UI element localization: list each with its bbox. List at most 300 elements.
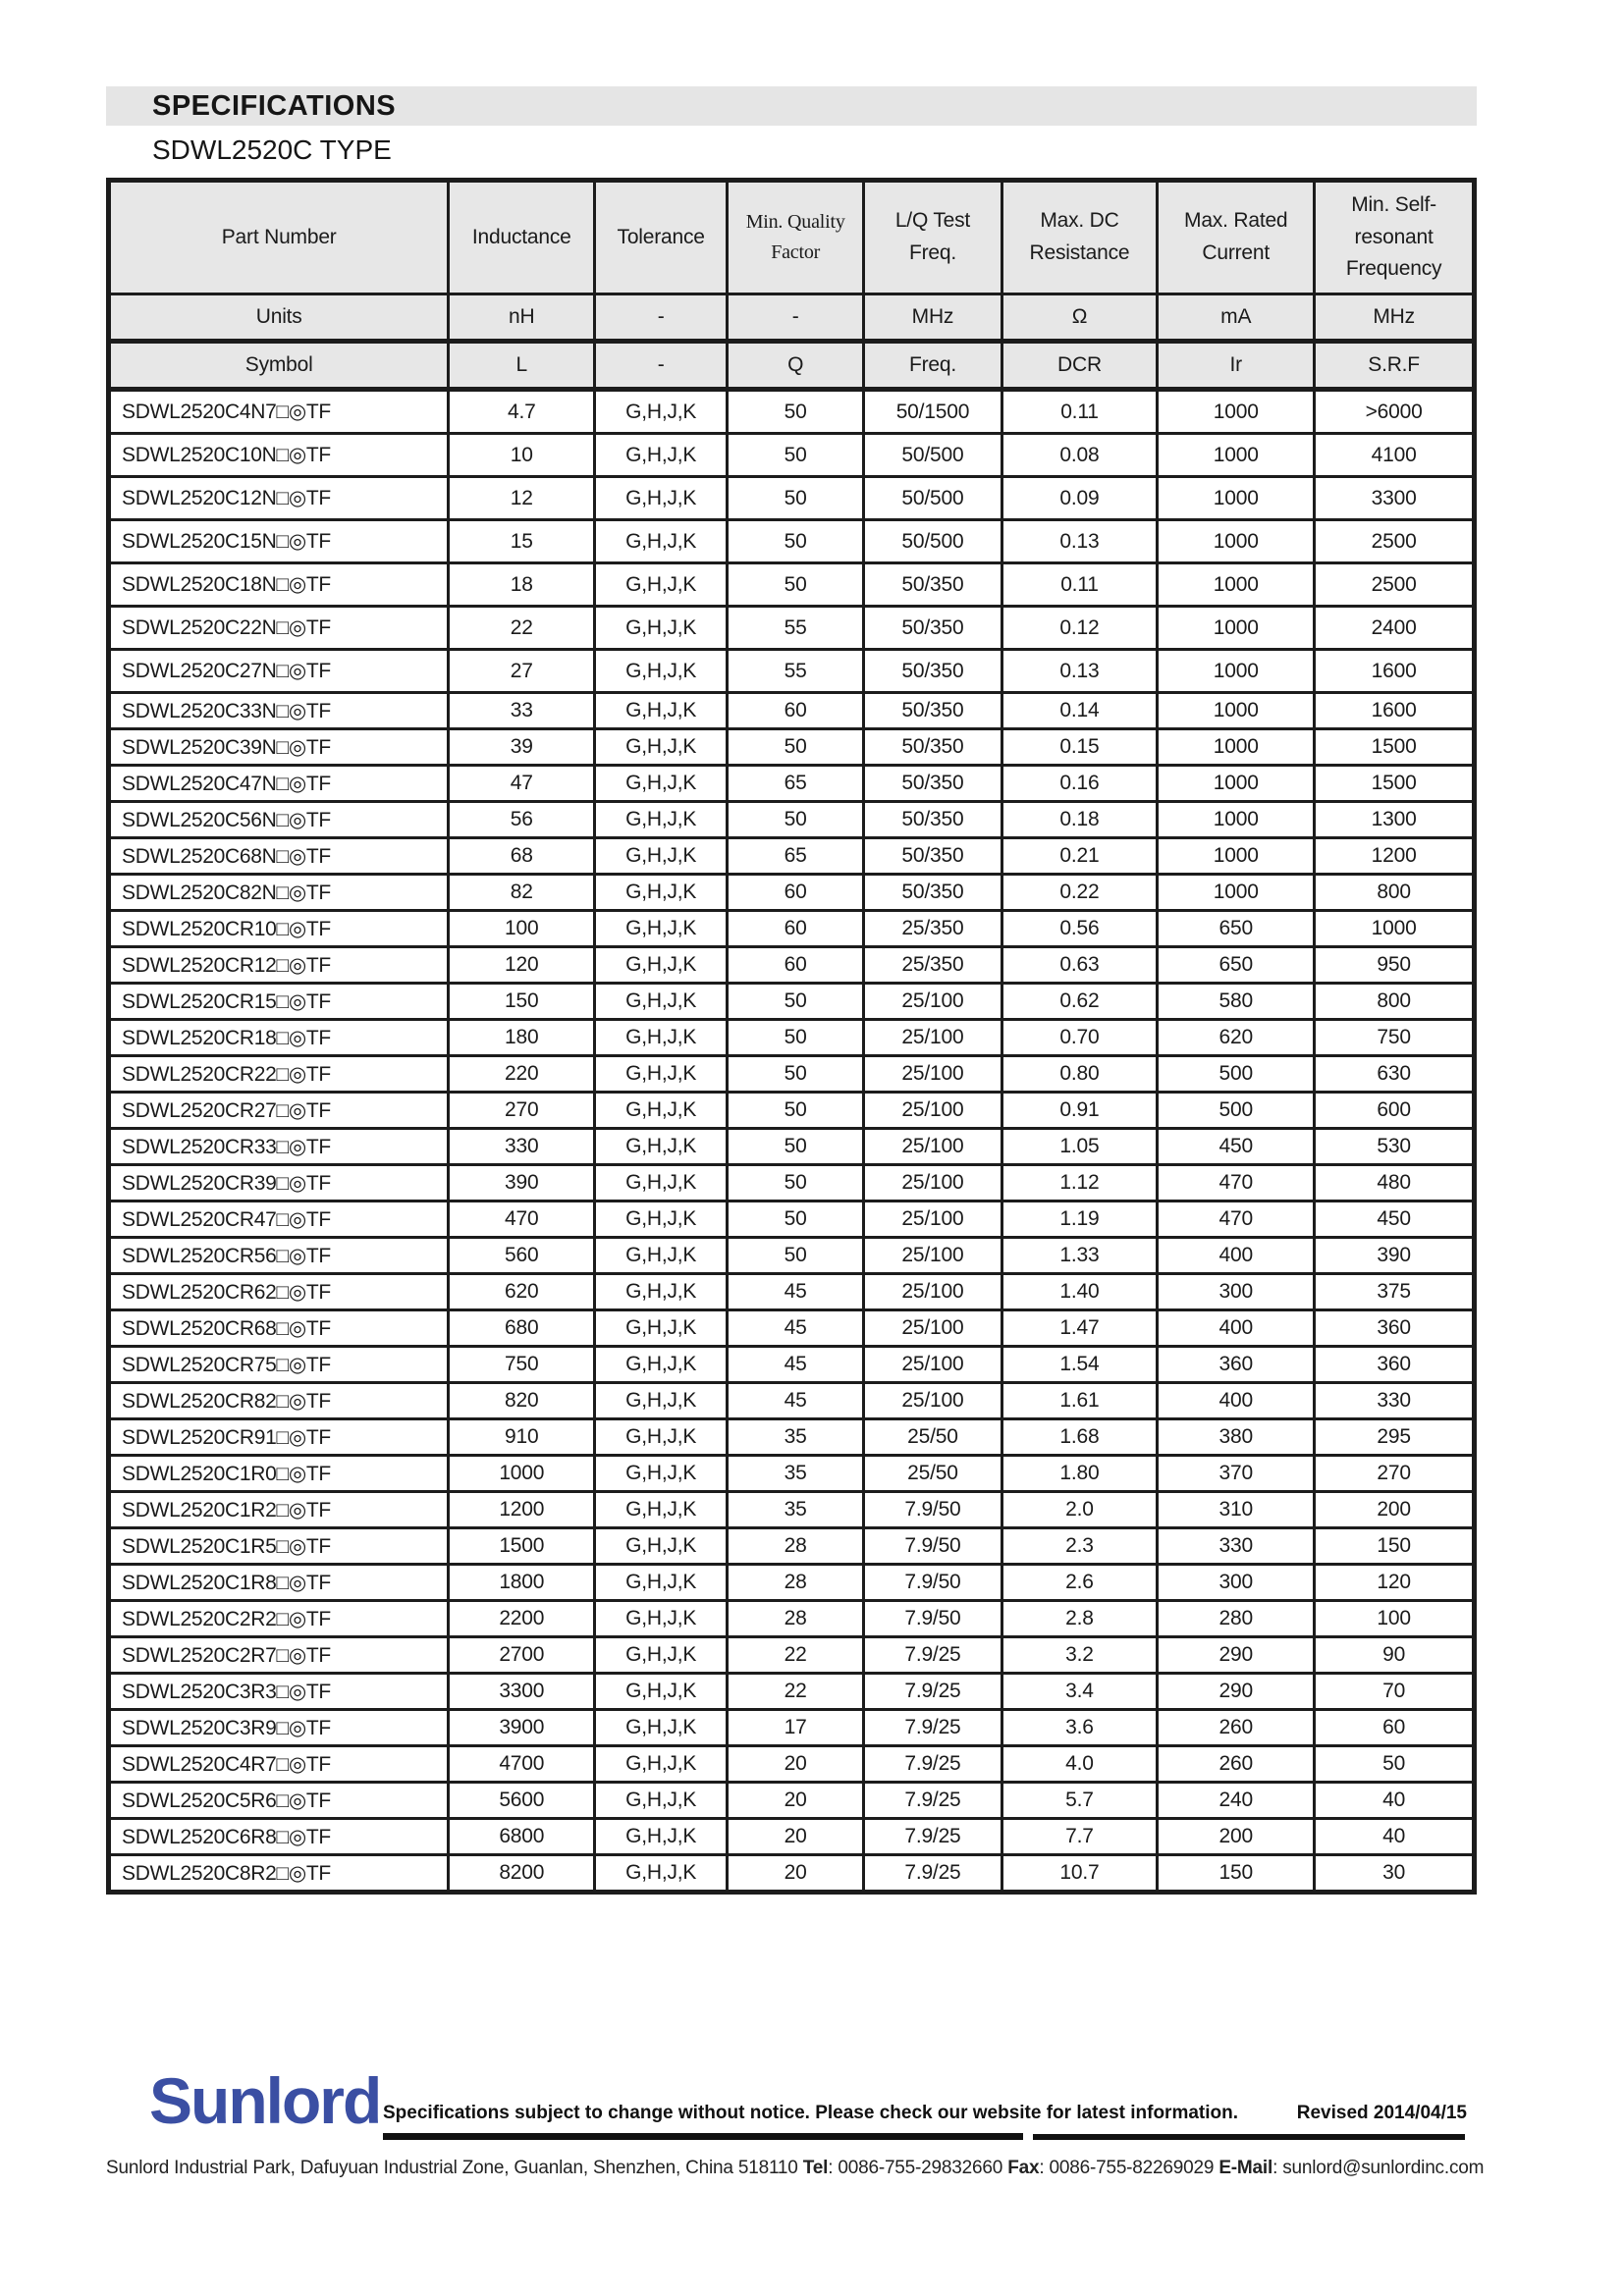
cell-part-number: SDWL2520C2R7□◎TF (109, 1637, 449, 1674)
cell-min-quality-factor: 60 (728, 947, 864, 984)
table-row (109, 1674, 1475, 1710)
table-row (109, 520, 1475, 563)
cell-max-dc-resistance: 0.56 (1001, 911, 1158, 947)
cell-max-dc-resistance: 3.4 (1001, 1674, 1158, 1710)
table-row (109, 1238, 1475, 1274)
cell-max-dc-resistance: 1.19 (1001, 1201, 1158, 1238)
cell-inductance: 82 (449, 875, 595, 911)
cell-part-number: SDWL2520C12N□◎TF (109, 477, 449, 520)
cell-tolerance: G,H,J,K (595, 693, 728, 729)
cell-max-dc-resistance: 7.7 (1001, 1819, 1158, 1855)
table-row (109, 1601, 1475, 1637)
cell-lq-test-freq: 25/100 (864, 1093, 1001, 1129)
cell-max-rated-current: 310 (1158, 1492, 1315, 1528)
cell-min-quality-factor: 45 (728, 1347, 864, 1383)
cell-lq-test-freq: 25/50 (864, 1456, 1001, 1492)
cell-lq-test-freq: 25/100 (864, 1129, 1001, 1165)
cell-max-dc-resistance: 1.68 (1001, 1419, 1158, 1456)
cell-part-number: SDWL2520CR62□◎TF (109, 1274, 449, 1310)
cell-max-dc-resistance: 4.0 (1001, 1746, 1158, 1783)
cell-lq-test-freq: 50/350 (864, 838, 1001, 875)
cell-min-quality-factor: 60 (728, 693, 864, 729)
cell-max-dc-resistance: 3.2 (1001, 1637, 1158, 1674)
cell-max-rated-current: 400 (1158, 1310, 1315, 1347)
notice-row (383, 2103, 1467, 2124)
cell-min-quality-factor: 50 (728, 477, 864, 520)
units-label: Units (109, 294, 449, 342)
cell-lq-test-freq: 7.9/25 (864, 1855, 1001, 1893)
table-row (109, 911, 1475, 947)
cell-lq-test-freq: 7.9/25 (864, 1783, 1001, 1819)
cell-part-number: SDWL2520C4R7□◎TF (109, 1746, 449, 1783)
cell-tolerance: G,H,J,K (595, 1456, 728, 1492)
cell-min-quality-factor: 50 (728, 1238, 864, 1274)
cell-max-rated-current: 1000 (1158, 520, 1315, 563)
cell-tolerance: G,H,J,K (595, 766, 728, 802)
cell-min-self-resonant-frequency: 1500 (1315, 729, 1475, 766)
cell-inductance: 6800 (449, 1819, 595, 1855)
cell-inductance: 820 (449, 1383, 595, 1419)
cell-min-quality-factor: 35 (728, 1419, 864, 1456)
cell-lq-test-freq: 7.9/50 (864, 1492, 1001, 1528)
email-value: : sunlord@sunlordinc.com (1272, 2158, 1485, 2178)
table-row (109, 1492, 1475, 1528)
cell-part-number: SDWL2520C47N□◎TF (109, 766, 449, 802)
cell-min-quality-factor: 20 (728, 1783, 864, 1819)
table-row (109, 563, 1475, 607)
cell-max-dc-resistance: 0.08 (1001, 434, 1158, 477)
cell-lq-test-freq: 25/50 (864, 1419, 1001, 1456)
symbol-label: Symbol (109, 342, 449, 390)
cell-part-number: SDWL2520C2R2□◎TF (109, 1601, 449, 1637)
cell-max-dc-resistance: 2.0 (1001, 1492, 1158, 1528)
cell-inductance: 390 (449, 1165, 595, 1201)
table-row (109, 802, 1475, 838)
cell-max-dc-resistance: 0.13 (1001, 520, 1158, 563)
col-header-part-number: Part Number (109, 181, 449, 294)
cell-max-rated-current: 650 (1158, 911, 1315, 947)
cell-min-quality-factor: 50 (728, 520, 864, 563)
cell-min-self-resonant-frequency: 750 (1315, 1020, 1475, 1056)
cell-min-quality-factor: 50 (728, 1129, 864, 1165)
table-row (109, 1819, 1475, 1855)
cell-tolerance: G,H,J,K (595, 838, 728, 875)
cell-max-rated-current: 370 (1158, 1456, 1315, 1492)
cell-tolerance: G,H,J,K (595, 1528, 728, 1565)
cell-min-quality-factor: 28 (728, 1601, 864, 1637)
cell-max-dc-resistance: 0.12 (1001, 607, 1158, 650)
cell-part-number: SDWL2520C1R0□◎TF (109, 1456, 449, 1492)
cell-max-rated-current: 1000 (1158, 838, 1315, 875)
cell-min-quality-factor: 65 (728, 766, 864, 802)
cell-inductance: 560 (449, 1238, 595, 1274)
cell-inductance: 1800 (449, 1565, 595, 1601)
table-row (109, 729, 1475, 766)
cell-min-self-resonant-frequency: 40 (1315, 1819, 1475, 1855)
table-row (109, 434, 1475, 477)
cell-part-number: SDWL2520C10N□◎TF (109, 434, 449, 477)
cell-min-self-resonant-frequency: 60 (1315, 1710, 1475, 1746)
cell-max-dc-resistance: 0.22 (1001, 875, 1158, 911)
cell-inductance: 33 (449, 693, 595, 729)
cell-max-rated-current: 1000 (1158, 766, 1315, 802)
cell-tolerance: G,H,J,K (595, 875, 728, 911)
cell-part-number: SDWL2520C15N□◎TF (109, 520, 449, 563)
cell-inductance: 12 (449, 477, 595, 520)
cell-max-rated-current: 470 (1158, 1165, 1315, 1201)
cell-min-quality-factor: 50 (728, 1020, 864, 1056)
cell-min-self-resonant-frequency: 2400 (1315, 607, 1475, 650)
cell-min-quality-factor: 50 (728, 390, 864, 434)
cell-lq-test-freq: 50/350 (864, 607, 1001, 650)
table-row (109, 390, 1475, 434)
col-header-tolerance: Tolerance (595, 181, 728, 294)
cell-max-rated-current: 380 (1158, 1419, 1315, 1456)
cell-tolerance: G,H,J,K (595, 1601, 728, 1637)
cell-tolerance: G,H,J,K (595, 802, 728, 838)
cell-part-number: SDWL2520C5R6□◎TF (109, 1783, 449, 1819)
cell-inductance: 750 (449, 1347, 595, 1383)
cell-lq-test-freq: 25/100 (864, 1310, 1001, 1347)
cell-lq-test-freq: 7.9/25 (864, 1746, 1001, 1783)
cell-max-dc-resistance: 0.14 (1001, 693, 1158, 729)
cell-lq-test-freq: 7.9/25 (864, 1819, 1001, 1855)
cell-min-self-resonant-frequency: 100 (1315, 1601, 1475, 1637)
cell-min-self-resonant-frequency: >6000 (1315, 390, 1475, 434)
table-row (109, 1456, 1475, 1492)
cell-min-quality-factor: 28 (728, 1565, 864, 1601)
col-header-min-self-resonant-frequency: Min. Self-resonant Frequency (1315, 181, 1475, 294)
cell-min-self-resonant-frequency: 360 (1315, 1310, 1475, 1347)
cell-min-self-resonant-frequency: 2500 (1315, 520, 1475, 563)
cell-lq-test-freq: 7.9/50 (864, 1528, 1001, 1565)
cell-max-rated-current: 1000 (1158, 650, 1315, 693)
cell-inductance: 680 (449, 1310, 595, 1347)
cell-min-self-resonant-frequency: 375 (1315, 1274, 1475, 1310)
cell-inductance: 18 (449, 563, 595, 607)
table-row (109, 766, 1475, 802)
col-header-max-rated-current: Max. Rated Current (1158, 181, 1315, 294)
cell-inductance: 120 (449, 947, 595, 984)
cell-tolerance: G,H,J,K (595, 1310, 728, 1347)
cell-max-rated-current: 1000 (1158, 390, 1315, 434)
cell-min-self-resonant-frequency: 630 (1315, 1056, 1475, 1093)
fax-label: Fax (1007, 2158, 1040, 2178)
table-row (109, 650, 1475, 693)
cell-inductance: 910 (449, 1419, 595, 1456)
tel-label: Tel (802, 2158, 829, 2178)
cell-inductance: 620 (449, 1274, 595, 1310)
cell-part-number: SDWL2520C4N7□◎TF (109, 390, 449, 434)
cell-lq-test-freq: 50/350 (864, 802, 1001, 838)
units-srf: MHz (1315, 294, 1475, 342)
cell-min-self-resonant-frequency: 40 (1315, 1783, 1475, 1819)
cell-lq-test-freq: 50/1500 (864, 390, 1001, 434)
cell-inductance: 3300 (449, 1674, 595, 1710)
cell-min-quality-factor: 35 (728, 1456, 864, 1492)
cell-max-dc-resistance: 1.47 (1001, 1310, 1158, 1347)
cell-max-dc-resistance: 0.11 (1001, 390, 1158, 434)
cell-part-number: SDWL2520C18N□◎TF (109, 563, 449, 607)
cell-max-rated-current: 500 (1158, 1093, 1315, 1129)
cell-lq-test-freq: 25/100 (864, 1238, 1001, 1274)
symbol-dc-resistance: DCR (1001, 342, 1158, 390)
fax-value: : 0086-755-82269029 (1039, 2158, 1219, 2178)
table-row (109, 477, 1475, 520)
cell-min-self-resonant-frequency: 330 (1315, 1383, 1475, 1419)
cell-max-dc-resistance: 0.63 (1001, 947, 1158, 984)
part-type-subtitle: SDWL2520C TYPE (152, 134, 392, 165)
cell-min-quality-factor: 50 (728, 729, 864, 766)
footer-divider-right (1033, 2134, 1465, 2140)
cell-inductance: 2200 (449, 1601, 595, 1637)
symbol-rated-current: Ir (1158, 342, 1315, 390)
cell-lq-test-freq: 25/350 (864, 911, 1001, 947)
table-row (109, 1347, 1475, 1383)
table-row (109, 1528, 1475, 1565)
cell-max-dc-resistance: 2.6 (1001, 1565, 1158, 1601)
cell-part-number: SDWL2520CR22□◎TF (109, 1056, 449, 1093)
table-row (109, 1165, 1475, 1201)
cell-inductance: 270 (449, 1093, 595, 1129)
table-row (109, 607, 1475, 650)
cell-tolerance: G,H,J,K (595, 1746, 728, 1783)
cell-max-dc-resistance: 0.16 (1001, 766, 1158, 802)
cell-tolerance: G,H,J,K (595, 607, 728, 650)
cell-lq-test-freq: 50/350 (864, 650, 1001, 693)
cell-tolerance: G,H,J,K (595, 984, 728, 1020)
cell-tolerance: G,H,J,K (595, 1819, 728, 1855)
cell-lq-test-freq: 25/100 (864, 984, 1001, 1020)
cell-part-number: SDWL2520C22N□◎TF (109, 607, 449, 650)
cell-max-rated-current: 1000 (1158, 477, 1315, 520)
specifications-table (106, 178, 1477, 1895)
cell-lq-test-freq: 50/500 (864, 434, 1001, 477)
cell-part-number: SDWL2520CR68□◎TF (109, 1310, 449, 1347)
cell-inductance: 3900 (449, 1710, 595, 1746)
symbol-tolerance: - (595, 342, 728, 390)
cell-tolerance: G,H,J,K (595, 1238, 728, 1274)
cell-tolerance: G,H,J,K (595, 520, 728, 563)
units-row (109, 294, 1475, 342)
cell-max-rated-current: 360 (1158, 1347, 1315, 1383)
cell-max-dc-resistance: 1.54 (1001, 1347, 1158, 1383)
cell-min-quality-factor: 20 (728, 1855, 864, 1893)
company-address-line (106, 2158, 1485, 2179)
cell-max-rated-current: 300 (1158, 1274, 1315, 1310)
table-row (109, 693, 1475, 729)
cell-max-rated-current: 260 (1158, 1710, 1315, 1746)
cell-min-self-resonant-frequency: 530 (1315, 1129, 1475, 1165)
cell-inductance: 1000 (449, 1456, 595, 1492)
cell-max-rated-current: 290 (1158, 1674, 1315, 1710)
cell-max-dc-resistance: 0.91 (1001, 1093, 1158, 1129)
cell-min-self-resonant-frequency: 360 (1315, 1347, 1475, 1383)
cell-inductance: 5600 (449, 1783, 595, 1819)
cell-min-self-resonant-frequency: 90 (1315, 1637, 1475, 1674)
cell-part-number: SDWL2520CR10□◎TF (109, 911, 449, 947)
cell-inductance: 150 (449, 984, 595, 1020)
cell-lq-test-freq: 25/100 (864, 1165, 1001, 1201)
cell-min-quality-factor: 20 (728, 1746, 864, 1783)
cell-lq-test-freq: 25/100 (864, 1056, 1001, 1093)
cell-inductance: 100 (449, 911, 595, 947)
table-row (109, 1783, 1475, 1819)
cell-inductance: 47 (449, 766, 595, 802)
cell-lq-test-freq: 7.9/50 (864, 1601, 1001, 1637)
cell-min-self-resonant-frequency: 390 (1315, 1238, 1475, 1274)
table-row (109, 1419, 1475, 1456)
cell-tolerance: G,H,J,K (595, 1565, 728, 1601)
cell-max-dc-resistance: 0.15 (1001, 729, 1158, 766)
cell-lq-test-freq: 25/100 (864, 1347, 1001, 1383)
cell-min-quality-factor: 55 (728, 650, 864, 693)
cell-part-number: SDWL2520C1R5□◎TF (109, 1528, 449, 1565)
cell-max-dc-resistance: 0.18 (1001, 802, 1158, 838)
cell-max-dc-resistance: 0.62 (1001, 984, 1158, 1020)
cell-min-quality-factor: 55 (728, 607, 864, 650)
cell-inductance: 330 (449, 1129, 595, 1165)
cell-max-rated-current: 240 (1158, 1783, 1315, 1819)
cell-tolerance: G,H,J,K (595, 477, 728, 520)
cell-min-self-resonant-frequency: 1600 (1315, 650, 1475, 693)
cell-max-rated-current: 290 (1158, 1637, 1315, 1674)
cell-part-number: SDWL2520C1R8□◎TF (109, 1565, 449, 1601)
cell-lq-test-freq: 7.9/25 (864, 1674, 1001, 1710)
table-row (109, 1383, 1475, 1419)
cell-inductance: 180 (449, 1020, 595, 1056)
cell-min-quality-factor: 45 (728, 1383, 864, 1419)
cell-max-rated-current: 450 (1158, 1129, 1315, 1165)
col-header-lq-test-freq: L/Q Test Freq. (864, 181, 1001, 294)
cell-min-self-resonant-frequency: 1500 (1315, 766, 1475, 802)
symbol-inductance: L (449, 342, 595, 390)
cell-tolerance: G,H,J,K (595, 1383, 728, 1419)
cell-part-number: SDWL2520C68N□◎TF (109, 838, 449, 875)
cell-tolerance: G,H,J,K (595, 1165, 728, 1201)
units-inductance: nH (449, 294, 595, 342)
table-row (109, 947, 1475, 984)
footer (106, 2063, 1485, 2220)
cell-part-number: SDWL2520C3R9□◎TF (109, 1710, 449, 1746)
cell-tolerance: G,H,J,K (595, 1274, 728, 1310)
section-title-bar (106, 86, 1477, 126)
cell-inductance: 4.7 (449, 390, 595, 434)
cell-min-self-resonant-frequency: 295 (1315, 1419, 1475, 1456)
cell-min-self-resonant-frequency: 600 (1315, 1093, 1475, 1129)
cell-max-rated-current: 1000 (1158, 802, 1315, 838)
cell-part-number: SDWL2520C1R2□◎TF (109, 1492, 449, 1528)
cell-min-quality-factor: 50 (728, 434, 864, 477)
cell-max-rated-current: 650 (1158, 947, 1315, 984)
cell-tolerance: G,H,J,K (595, 390, 728, 434)
cell-tolerance: G,H,J,K (595, 650, 728, 693)
cell-tolerance: G,H,J,K (595, 911, 728, 947)
cell-min-quality-factor: 50 (728, 1093, 864, 1129)
cell-max-dc-resistance: 0.70 (1001, 1020, 1158, 1056)
cell-min-quality-factor: 50 (728, 563, 864, 607)
cell-max-rated-current: 1000 (1158, 693, 1315, 729)
cell-tolerance: G,H,J,K (595, 1129, 728, 1165)
cell-part-number: SDWL2520C82N□◎TF (109, 875, 449, 911)
table-row (109, 1201, 1475, 1238)
cell-min-self-resonant-frequency: 30 (1315, 1855, 1475, 1893)
cell-max-rated-current: 620 (1158, 1020, 1315, 1056)
cell-part-number: SDWL2520C33N□◎TF (109, 693, 449, 729)
units-rated-current: mA (1158, 294, 1315, 342)
col-header-max-dc-resistance: Max. DC Resistance (1001, 181, 1158, 294)
table-row (109, 1710, 1475, 1746)
cell-lq-test-freq: 25/350 (864, 947, 1001, 984)
cell-min-self-resonant-frequency: 50 (1315, 1746, 1475, 1783)
cell-lq-test-freq: 50/350 (864, 729, 1001, 766)
cell-max-dc-resistance: 1.80 (1001, 1456, 1158, 1492)
cell-min-self-resonant-frequency: 200 (1315, 1492, 1475, 1528)
notice-text: Specifications subject to change without notice. Please check our website for latest information. (383, 2103, 1239, 2123)
page-title: SPECIFICATIONS (152, 90, 397, 122)
symbol-quality-factor: Q (728, 342, 864, 390)
cell-min-quality-factor: 28 (728, 1528, 864, 1565)
cell-min-self-resonant-frequency: 950 (1315, 947, 1475, 984)
cell-min-self-resonant-frequency: 800 (1315, 984, 1475, 1020)
cell-min-self-resonant-frequency: 270 (1315, 1456, 1475, 1492)
table-row (109, 875, 1475, 911)
cell-part-number: SDWL2520C39N□◎TF (109, 729, 449, 766)
cell-tolerance: G,H,J,K (595, 1637, 728, 1674)
cell-lq-test-freq: 50/500 (864, 477, 1001, 520)
cell-min-quality-factor: 50 (728, 1201, 864, 1238)
cell-max-rated-current: 330 (1158, 1528, 1315, 1565)
cell-part-number: SDWL2520CR18□◎TF (109, 1020, 449, 1056)
cell-tolerance: G,H,J,K (595, 1093, 728, 1129)
cell-part-number: SDWL2520CR12□◎TF (109, 947, 449, 984)
cell-max-rated-current: 1000 (1158, 875, 1315, 911)
cell-max-dc-resistance: 10.7 (1001, 1855, 1158, 1893)
symbol-srf: S.R.F (1315, 342, 1475, 390)
cell-inductance: 39 (449, 729, 595, 766)
cell-inductance: 27 (449, 650, 595, 693)
cell-max-rated-current: 500 (1158, 1056, 1315, 1093)
cell-lq-test-freq: 25/100 (864, 1201, 1001, 1238)
cell-part-number: SDWL2520CR82□◎TF (109, 1383, 449, 1419)
cell-min-self-resonant-frequency: 480 (1315, 1165, 1475, 1201)
cell-min-self-resonant-frequency: 3300 (1315, 477, 1475, 520)
symbol-row (109, 342, 1475, 390)
cell-min-self-resonant-frequency: 450 (1315, 1201, 1475, 1238)
cell-max-rated-current: 400 (1158, 1383, 1315, 1419)
cell-tolerance: G,H,J,K (595, 563, 728, 607)
cell-max-rated-current: 200 (1158, 1819, 1315, 1855)
cell-tolerance: G,H,J,K (595, 434, 728, 477)
cell-min-quality-factor: 50 (728, 1165, 864, 1201)
cell-max-rated-current: 300 (1158, 1565, 1315, 1601)
col-header-inductance: Inductance (449, 181, 595, 294)
cell-tolerance: G,H,J,K (595, 1855, 728, 1893)
units-tolerance: - (595, 294, 728, 342)
cell-min-quality-factor: 60 (728, 911, 864, 947)
cell-max-dc-resistance: 1.05 (1001, 1129, 1158, 1165)
cell-min-quality-factor: 50 (728, 802, 864, 838)
cell-min-self-resonant-frequency: 4100 (1315, 434, 1475, 477)
cell-min-quality-factor: 20 (728, 1819, 864, 1855)
cell-part-number: SDWL2520CR27□◎TF (109, 1093, 449, 1129)
cell-max-rated-current: 470 (1158, 1201, 1315, 1238)
table-row (109, 1274, 1475, 1310)
cell-part-number: SDWL2520C3R3□◎TF (109, 1674, 449, 1710)
table-row (109, 838, 1475, 875)
table-row (109, 1093, 1475, 1129)
cell-max-rated-current: 580 (1158, 984, 1315, 1020)
